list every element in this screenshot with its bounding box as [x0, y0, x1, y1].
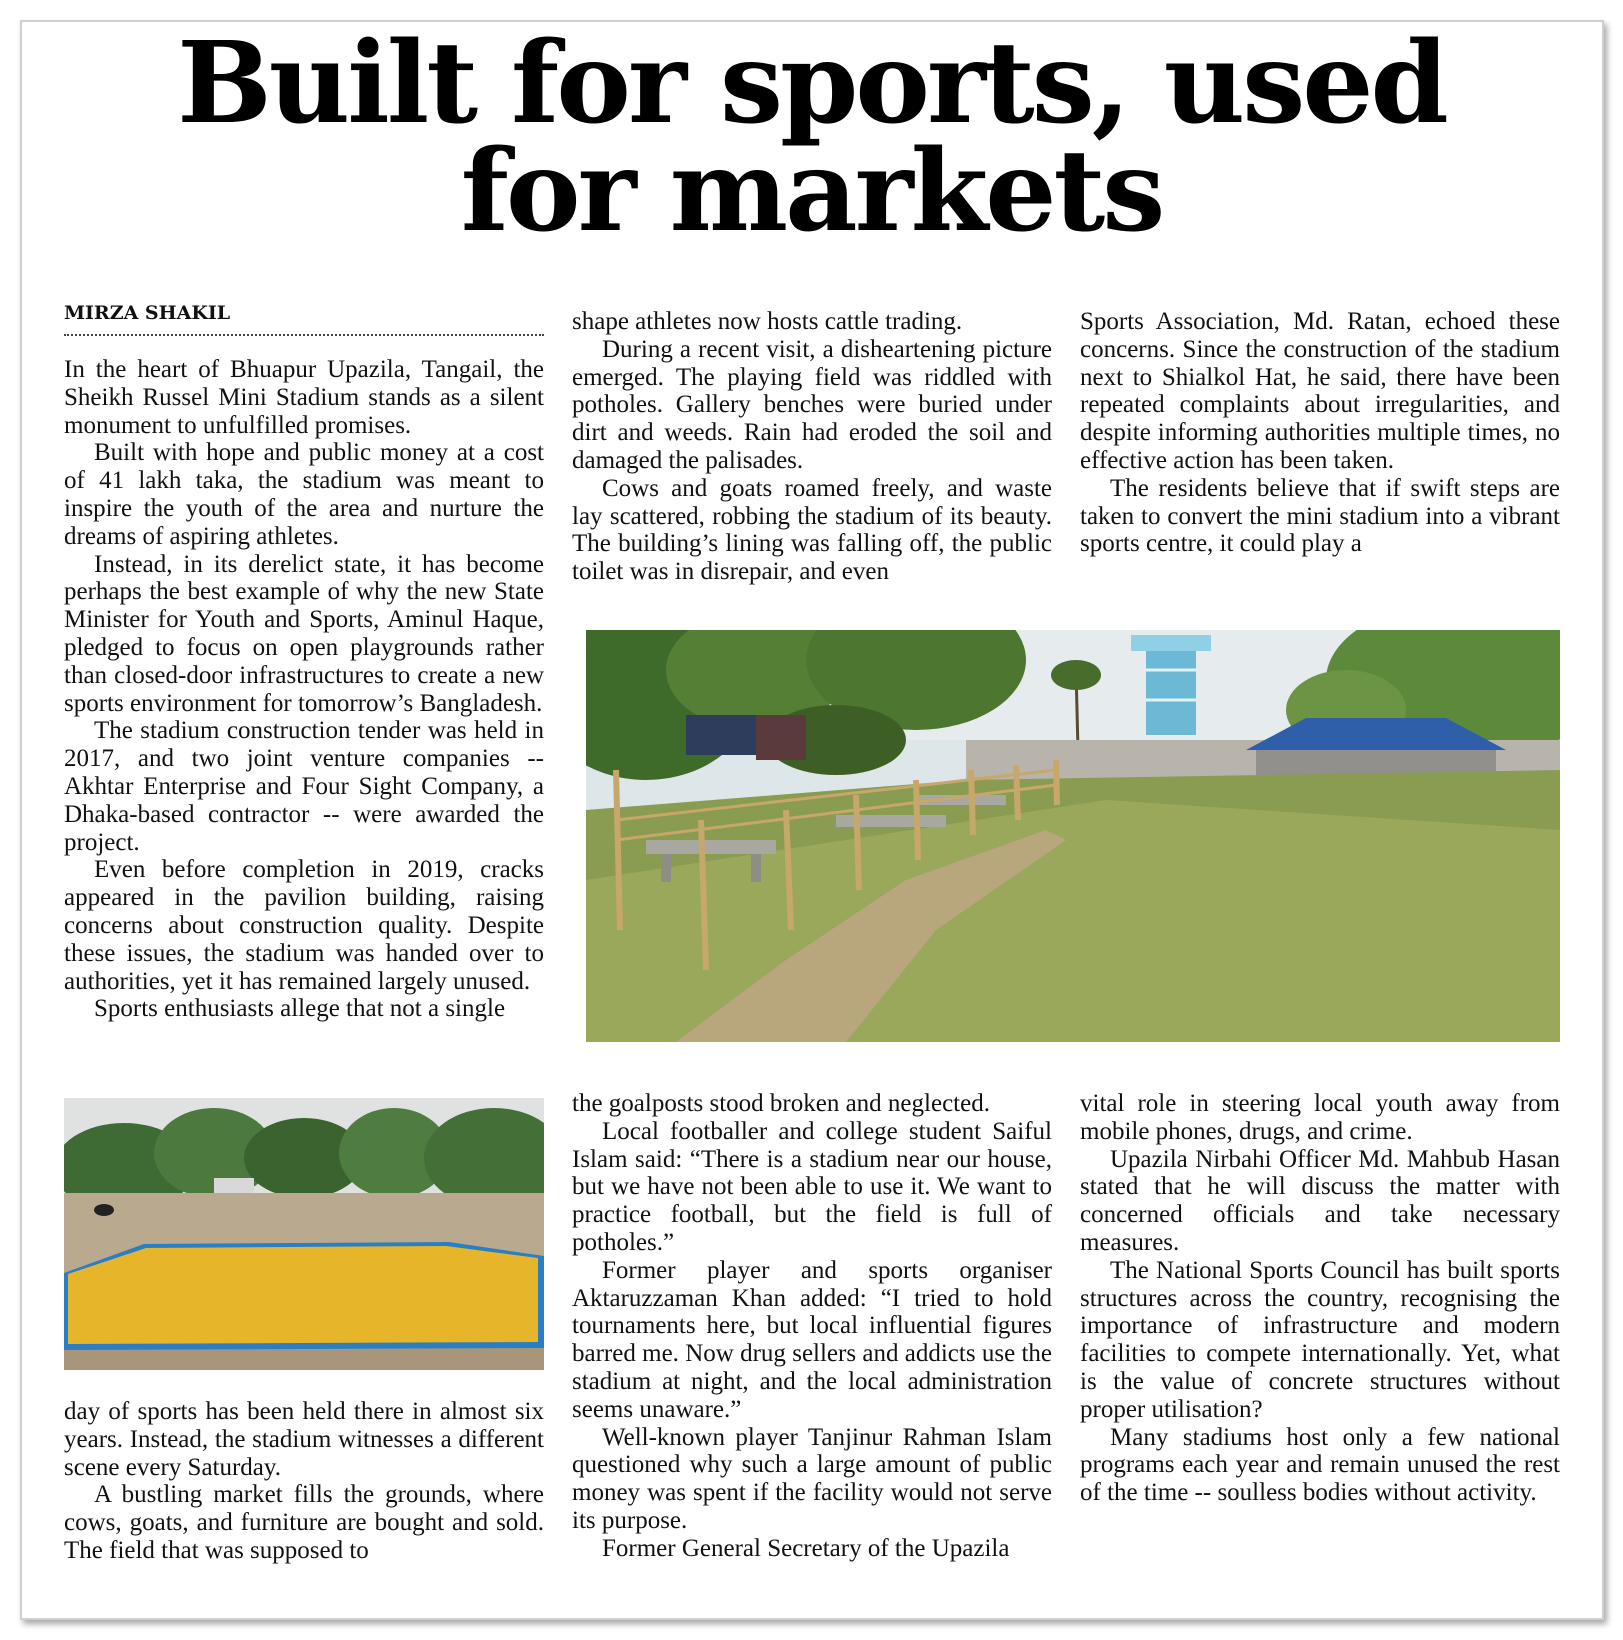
stadium-field-photo	[586, 630, 1560, 1042]
paragraph: Cows and goats roamed freely, and waste lay scattered, robbing the stadium of its beauty. The building’s lining was falling off, the public toilet was in disrepair, and even	[572, 474, 1052, 586]
paragraph: In the heart of Bhuapur Upazila, Tangail, the Sheikh Russel Mini Stadium stands as a silent monument to unfulfilled promises.	[64, 356, 544, 439]
paragraph: shape athletes now hosts cattle trading.	[572, 308, 963, 335]
paragraph: Local footballer and college student Saiful Islam said: “There is a stadium near our house, but we have not been able to use it. We want to practice football, but the field is full of potholes.”	[572, 1117, 1052, 1256]
paragraph: Well-known player Tanjinur Rahman Islam questioned why such a large amount of public money was spent if the facility would not serve its purpose.	[572, 1423, 1052, 1534]
field-grain-image	[64, 1098, 544, 1370]
column-1-top	[64, 356, 544, 1023]
paragraph: Sports Association, Md. Ratan, echoed these concerns. Since the construction of the stadium next to Shialkol Hat, he said, there have been repeated complaints about irregularities, and despite informing authorities multiple times, no effective action has been taken.	[1080, 308, 1560, 474]
paragraph: Sports enthusiasts allege that not a single	[94, 995, 506, 1023]
paragraph: Even before completion in 2019, cracks appeared in the pavilion building, raising concerns about construction quality. Despite these issues, the stadium was handed over to authorities, yet it has remained largely unused.	[64, 856, 544, 995]
paragraph: Upazila Nirbahi Officer Md. Mahbub Hasan stated that he will discuss the matter with concerned officials and take necessary measures.	[1080, 1145, 1560, 1256]
paragraph: Former player and sports organiser Aktaruzzaman Khan added: “I tried to hold tournaments here, but local influential figures barred me. Now drug sellers and addicts use the stadium at night, and the local administration seems unaware.”	[572, 1256, 1052, 1423]
field-grain-photo	[64, 1098, 544, 1370]
column-1-bottom	[64, 1398, 544, 1565]
headline-line-2: for markets	[460, 126, 1163, 257]
paragraph: The residents believe that if swift steps are taken to convert the mini stadium into a vibrant sports centre, it could play a	[1080, 474, 1560, 558]
paragraph: The stadium construction tender was held in 2017, and two joint venture companies -- Akhtar Enterprise and Four Sight Company, a Dhaka-based contractor -- were awarded the project.	[64, 717, 544, 856]
paragraph: Instead, in its derelict state, it has become perhaps the best example of why the new State Minister for Youth and Sports, Aminul Haque, pledged to focus on open playgrounds rather than closed-door infrastructures to create a new sports environment for tomorrow’s Bangladesh.	[64, 550, 544, 717]
paragraph: Built with hope and public money at a cost of 41 lakh taka, the stadium was meant to inspire the youth of the area and nurture the dreams of aspiring athletes.	[64, 439, 544, 550]
paragraph: A bustling market fills the grounds, where cows, goats, and furniture are bought and sold. The field that was supposed to	[64, 1481, 544, 1564]
byline: MIRZA SHAKIL	[64, 302, 544, 336]
column-2-bottom	[572, 1090, 1052, 1563]
paragraph: During a recent visit, a disheartening picture emerged. The playing field was riddled with potholes. Gallery benches were buried under dirt and weeds. Rain had eroded the soil and damaged the palisades.	[572, 335, 1052, 474]
paragraph: The National Sports Council has built sports structures across the country, recognising the importance of infrastructure and modern facilities to compete internationally. Yet, what is the value of concrete structures without proper utilisation?	[1080, 1256, 1560, 1423]
paragraph: the goalposts stood broken and neglected.	[572, 1090, 990, 1117]
column-3-bottom	[1080, 1090, 1560, 1507]
paragraph: Former General Secretary of the Upazila	[602, 1534, 1010, 1562]
headline	[0, 18, 1623, 257]
column-3-top	[1080, 308, 1560, 558]
stadium-field-image	[586, 630, 1560, 1042]
paragraph: day of sports has been held there in almost six years. Instead, the stadium witnesses a different scene every Saturday.	[64, 1398, 544, 1481]
headline-line-1: Built for sports, used	[177, 18, 1446, 149]
column-2-top	[572, 308, 1052, 586]
paragraph: Many stadiums host only a few national programs each year and remain unused the rest of the time -- soulless bodies without activity.	[1080, 1423, 1560, 1507]
paragraph: vital role in steering local youth away from mobile phones, drugs, and crime.	[1080, 1090, 1560, 1145]
